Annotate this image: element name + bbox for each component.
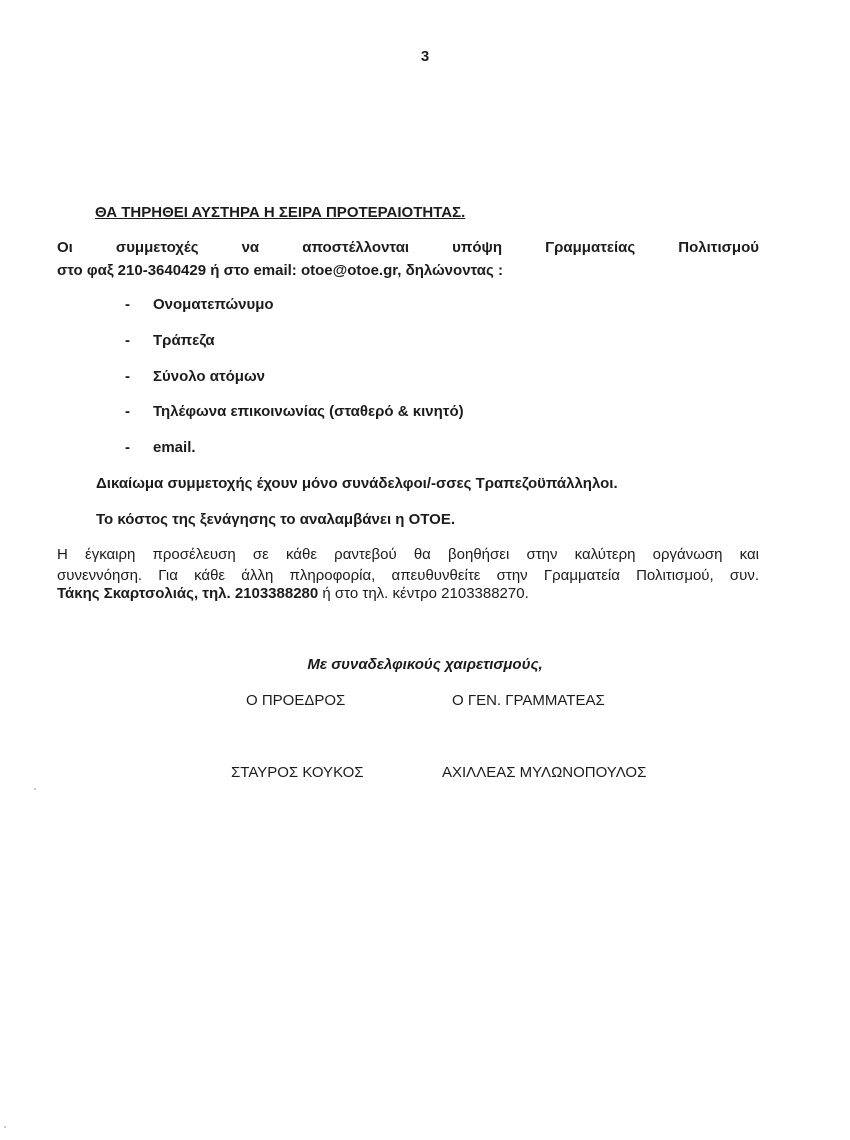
bullet-item-phones: Τηλέφωνα επικοινωνίας (σταθερό & κινητό) xyxy=(153,403,464,420)
bullet-dash: - xyxy=(125,439,130,456)
greeting: Με συναδελφικούς χαιρετισμούς, xyxy=(307,656,543,673)
bullet-dash: - xyxy=(125,296,130,313)
page-number: 3 xyxy=(420,48,430,65)
president-title: Ο ΠΡΟΕΔΡΟΣ xyxy=(246,692,346,709)
cost-note: Το κόστος της ξενάγησης το αναλαμβάνει η ΟΤΟΕ. xyxy=(96,511,456,528)
contact-switchboard: ή στο τηλ. κέντρο 2103388270. xyxy=(318,585,529,602)
bullet-dash: - xyxy=(125,403,130,420)
submission-line-1: Οι συμμετοχές να αποστέλλονται υπόψη Γραμματείας Πολιτισμού xyxy=(57,239,759,256)
submission-line-2: στο φαξ 210-3640429 ή στο email: otoe@otoe.gr, δηλώνοντας : xyxy=(57,262,503,279)
closing-paragraph-line-3 xyxy=(57,584,759,604)
bullet-dash: - xyxy=(125,368,130,385)
president-name: ΣΤΑΥΡΟΣ ΚΟΥΚΟΣ xyxy=(231,764,364,781)
eligibility-note: Δικαίωμα συμμετοχής έχουν μόνο συνάδελφοι/-σσες Τραπεζοϋπάλληλοι. xyxy=(96,475,618,492)
closing-paragraph-line-2: συνεννόηση. Για κάθε άλλη πληροφορία, απευθυνθείτε στην Γραμματεία Πολιτισμού, συν. xyxy=(57,567,759,584)
closing-paragraph-line-1: Η έγκαιρη προσέλευση σε κάθε ραντεβού θα βοηθήσει στην καλύτερη οργάνωση και xyxy=(57,546,759,563)
general-secretary-title: Ο ΓΕΝ. ΓΡΑΜΜΑΤΕΑΣ xyxy=(452,692,605,709)
bullet-item-email: email. xyxy=(153,439,196,456)
general-secretary-name: ΑΧΙΛΛΕΑΣ ΜΥΛΩΝΟΠΟΥΛΟΣ xyxy=(442,764,647,781)
bullet-item-bank: Τράπεζα xyxy=(153,332,215,349)
scan-speck xyxy=(34,788,36,790)
contact-person: Τάκης Σκαρτσολιάς, τηλ. 2103388280 xyxy=(57,585,319,602)
bullet-item-people-count: Σύνολο ατόμων xyxy=(153,368,265,385)
bullet-item-name: Ονοματεπώνυμο xyxy=(153,296,274,313)
priority-heading: ΘΑ ΤΗΡΗΘΕΙ ΑΥΣΤΗΡΑ Η ΣΕΙΡΑ ΠΡΟΤΕΡΑΙΟΤΗΤΑΣ. xyxy=(95,204,466,221)
scan-speck xyxy=(4,1126,6,1128)
bullet-dash: - xyxy=(125,332,130,349)
